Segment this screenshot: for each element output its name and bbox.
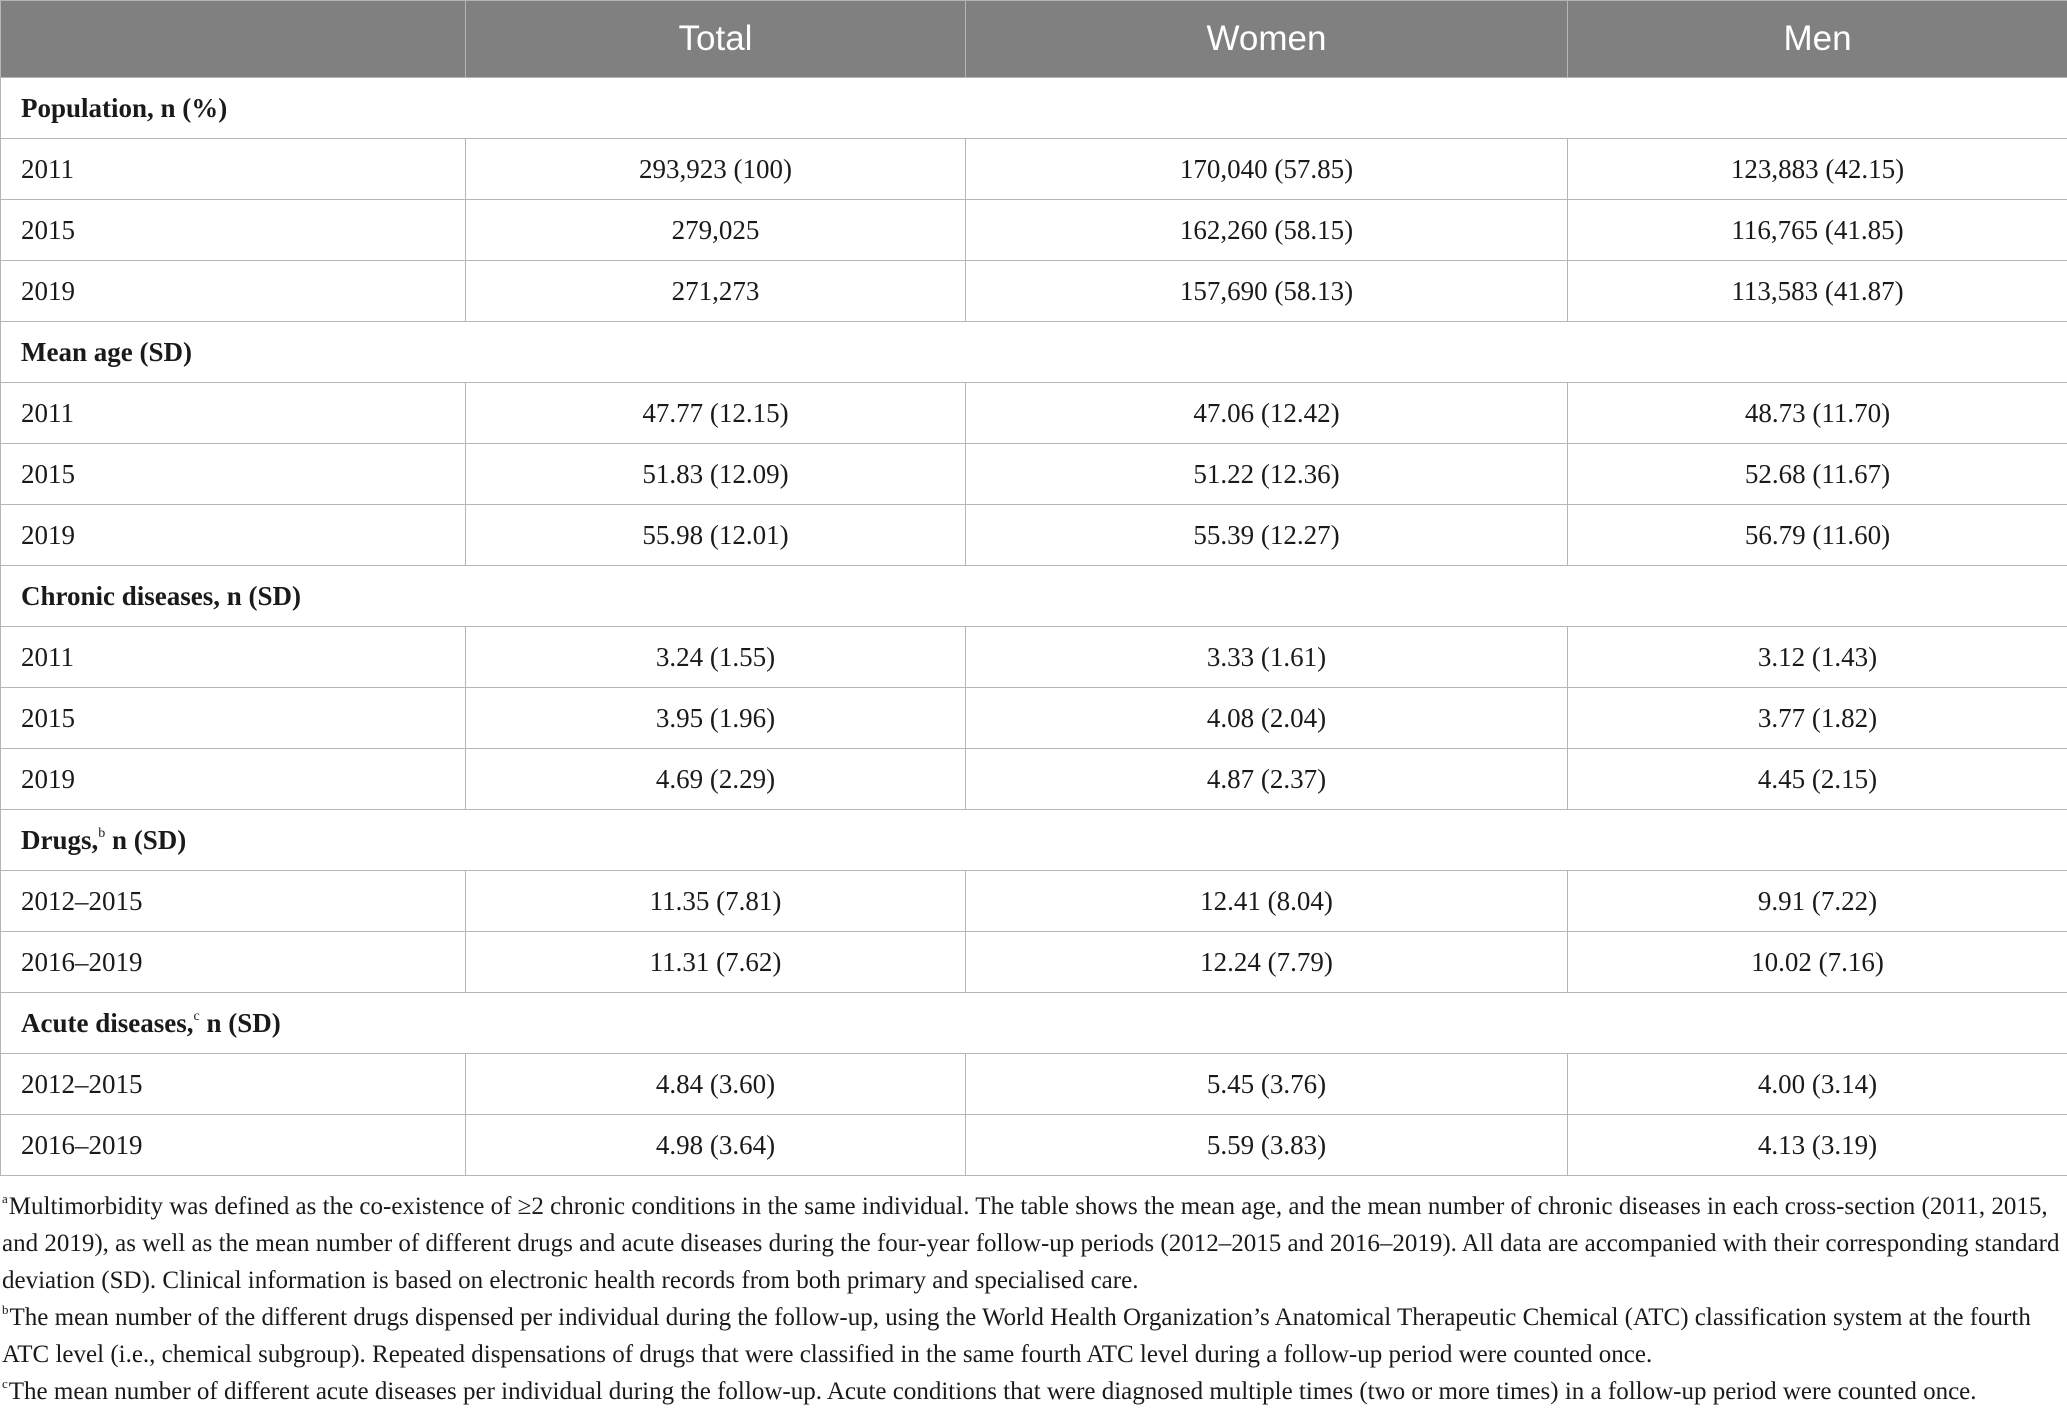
table-header [1, 1, 2067, 78]
header-row [1, 1, 2067, 78]
cell-men: 10.02 (7.16) [1568, 932, 2067, 993]
section-label-text: Drugs, [21, 824, 99, 855]
cell-men: 56.79 (11.60) [1568, 505, 2067, 566]
footnote-text: Multimorbidity was defined as the co-existence of ≥2 chronic conditions in the same individual. The table shows the mean age, and the mean number of chronic diseases in each cross-section (2011, 2015, and 2019), as well as the mean number of different drugs and acute diseases during the four-year follow-up periods (2012–2015 and 2016–2019). All data are accompanied with their corresponding standard deviation (SD). Clinical information is based on electronic health records from both primary and specialised care. [2, 1193, 2060, 1294]
cell-men: 48.73 (11.70) [1568, 383, 2067, 444]
footnote [2, 1188, 2065, 1299]
cell-women: 162,260 (58.15) [966, 200, 1568, 261]
row-label: 2012–2015 [1, 1054, 466, 1115]
footnote [2, 1299, 2065, 1373]
cell-men: 52.68 (11.67) [1568, 444, 2067, 505]
cell-total: 51.83 (12.09) [466, 444, 966, 505]
footnote-text: The mean number of the different drugs dispensed per individual during the follow-up, using the World Health Organization’s Anatomical Therapeutic Chemical (ATC) classification system at the fourth ATC level (i.e., chemical subgroup). Repeated dispensations of drugs that were classified in the same fourth ATC level during a follow-up period were counted once. [2, 1304, 2031, 1368]
cell-men: 4.45 (2.15) [1568, 749, 2067, 810]
row-label: 2016–2019 [1, 932, 466, 993]
footnote-marker: c [193, 1008, 200, 1024]
cell-total: 279,025 [466, 200, 966, 261]
cell-men: 9.91 (7.22) [1568, 871, 2067, 932]
table-row [1, 261, 2067, 322]
cell-total: 4.69 (2.29) [466, 749, 966, 810]
cell-total: 4.98 (3.64) [466, 1115, 966, 1176]
section-row [1, 78, 2067, 139]
cell-men: 3.77 (1.82) [1568, 688, 2067, 749]
section-label [1, 810, 2067, 871]
cell-women: 47.06 (12.42) [966, 383, 1568, 444]
cell-total: 271,273 [466, 261, 966, 322]
table-row [1, 1115, 2067, 1176]
section-label-suffix: n (SD) [105, 824, 187, 855]
section-row [1, 322, 2067, 383]
footnotes [0, 1176, 2067, 1410]
cell-women: 4.08 (2.04) [966, 688, 1568, 749]
row-label: 2015 [1, 200, 466, 261]
table-row [1, 444, 2067, 505]
footnote-marker: b [98, 825, 106, 841]
row-label: 2019 [1, 749, 466, 810]
cell-total: 293,923 (100) [466, 139, 966, 200]
cell-women: 12.41 (8.04) [966, 871, 1568, 932]
row-label: 2011 [1, 139, 466, 200]
section-label-text: Chronic diseases, n (SD) [21, 580, 302, 611]
table-body [1, 78, 2067, 1176]
cell-men: 116,765 (41.85) [1568, 200, 2067, 261]
footnote-text: The mean number of different acute diseases per individual during the follow-up. Acute conditions that were diagnosed multiple times (two or more times) in a follow-up period were counted once. [8, 1378, 1977, 1405]
section-label [1, 322, 2067, 383]
cell-women: 170,040 (57.85) [966, 139, 1568, 200]
cell-men: 3.12 (1.43) [1568, 627, 2067, 688]
cell-total: 11.35 (7.81) [466, 871, 966, 932]
section-row [1, 993, 2067, 1054]
cell-total: 55.98 (12.01) [466, 505, 966, 566]
section-label-text: Acute diseases, [21, 1007, 194, 1038]
cell-total: 47.77 (12.15) [466, 383, 966, 444]
table-row [1, 688, 2067, 749]
footnote [2, 1373, 2065, 1410]
cell-total: 4.84 (3.60) [466, 1054, 966, 1115]
section-label-text: Mean age (SD) [21, 336, 192, 367]
cell-total: 3.95 (1.96) [466, 688, 966, 749]
row-label: 2011 [1, 383, 466, 444]
row-label: 2016–2019 [1, 1115, 466, 1176]
row-label: 2012–2015 [1, 871, 466, 932]
cell-women: 157,690 (58.13) [966, 261, 1568, 322]
section-label [1, 993, 2067, 1054]
cell-men: 4.13 (3.19) [1568, 1115, 2067, 1176]
cell-women: 3.33 (1.61) [966, 627, 1568, 688]
section-label [1, 566, 2067, 627]
cell-women: 5.59 (3.83) [966, 1115, 1568, 1176]
cell-men: 123,883 (42.15) [1568, 139, 2067, 200]
table-row [1, 139, 2067, 200]
table-row [1, 505, 2067, 566]
row-label: 2015 [1, 444, 466, 505]
cell-total: 3.24 (1.55) [466, 627, 966, 688]
footnote-mark: b [2, 1302, 9, 1317]
cell-women: 55.39 (12.27) [966, 505, 1568, 566]
cell-total: 11.31 (7.62) [466, 932, 966, 993]
cell-women: 5.45 (3.76) [966, 1054, 1568, 1115]
table-row [1, 383, 2067, 444]
table-row [1, 932, 2067, 993]
table-row [1, 627, 2067, 688]
cell-women: 4.87 (2.37) [966, 749, 1568, 810]
section-label [1, 78, 2067, 139]
row-label: 2015 [1, 688, 466, 749]
header-cell-empty [1, 1, 466, 78]
row-label: 2011 [1, 627, 466, 688]
header-cell-men: Men [1568, 1, 2067, 78]
cell-women: 12.24 (7.79) [966, 932, 1568, 993]
cell-men: 113,583 (41.87) [1568, 261, 2067, 322]
row-label: 2019 [1, 261, 466, 322]
footnote-mark: c [2, 1376, 8, 1391]
section-label-text: Population, n (%) [21, 92, 228, 123]
section-row [1, 566, 2067, 627]
table-row [1, 749, 2067, 810]
header-cell-total: Total [466, 1, 966, 78]
table-row [1, 1054, 2067, 1115]
section-row [1, 810, 2067, 871]
cell-women: 51.22 (12.36) [966, 444, 1568, 505]
cell-men: 4.00 (3.14) [1568, 1054, 2067, 1115]
row-label: 2019 [1, 505, 466, 566]
header-cell-women: Women [966, 1, 1568, 78]
table-row [1, 200, 2067, 261]
section-label-suffix: n (SD) [199, 1007, 281, 1038]
footnote-mark: a [2, 1191, 8, 1206]
table-row [1, 871, 2067, 932]
